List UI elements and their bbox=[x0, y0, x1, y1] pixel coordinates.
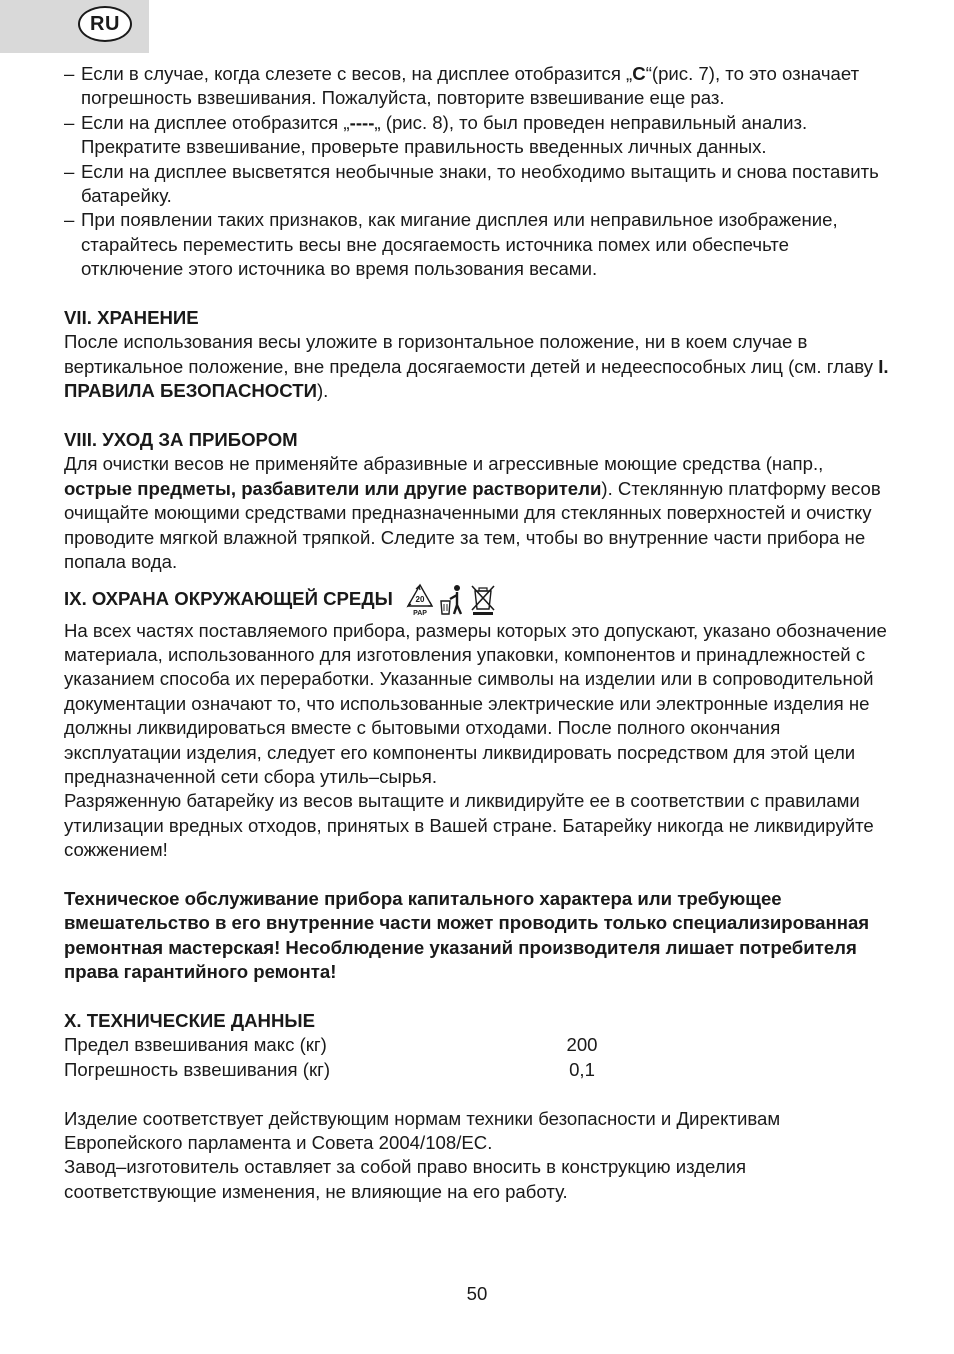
spacer bbox=[64, 985, 894, 1009]
compliance-paragraph: Изделие соответствует действующим нормам техники безопасности и Директивам Европейского парламента и Совета 2004/108/EC. bbox=[64, 1107, 781, 1153]
recycling-20-pap-icon bbox=[405, 583, 435, 617]
spec-label: Погрешность взвешивания (кг) bbox=[64, 1058, 331, 1080]
section-heading-storage: VII. ХРАНЕНИЕ bbox=[64, 307, 199, 329]
list-dash: – bbox=[64, 111, 75, 133]
list-dash: – bbox=[64, 209, 75, 231]
display-code: ---- bbox=[349, 111, 375, 133]
paragraph-text: Для очистки весов не применяйте абразивные и агрессивные моющие средства (напр., bbox=[64, 453, 824, 475]
spacer bbox=[64, 282, 894, 306]
spacer bbox=[64, 1082, 894, 1106]
list-dash: – bbox=[64, 160, 75, 182]
environment-paragraph: На всех частях поставляемого прибора, размеры которых это допускают, указано обозначение материала, использованного для изготовления упаковки, компонентов и принадлежностей с указанием способа их переработки. Указанные символы на изделии или в сопроводительной документации означают то, что использованные электрические или электронные изделия не должны ликвидироваться вместе с бытовыми отходами. После полного окончания эксплуатации изделия, следует его компоненты ликвидировать посредством для этой цели предназначенной сети сбора утиль–сырья. bbox=[64, 619, 887, 787]
spec-row bbox=[64, 1033, 894, 1057]
care-paragraph bbox=[64, 452, 894, 574]
display-code: C bbox=[632, 63, 646, 84]
list-item bbox=[64, 160, 894, 209]
paragraph-text: ). Стеклянную платформу весов очищайте моющими средствами предназначенными для стеклянных поверхностей и очистку проводите мягкой влажной тряпкой. Следите за тем, чтобы во внутренние части прибора не попала вода. bbox=[64, 477, 881, 573]
recycling-code: 20 bbox=[415, 594, 425, 604]
language-badge: RU bbox=[78, 6, 132, 42]
list-item-text: При появлении таких признаков, как мигание дисплея или неправильное изображение, старайтесь переместить весы вне досягаемость источника помех или обеспечьте отключение этого источника во время пользования весами. bbox=[81, 209, 838, 280]
spacer bbox=[64, 863, 894, 887]
spec-label: Предел взвешивания макс (кг) bbox=[64, 1034, 327, 1056]
specs-table bbox=[64, 1033, 894, 1082]
tidyman-bin-icon bbox=[438, 583, 466, 617]
list-item-text: Если на дисплее высветятся необычные знаки, то необходимо вытащить и снова поставить батарейку. bbox=[81, 160, 879, 207]
language-tab bbox=[0, 0, 149, 53]
storage-paragraph bbox=[64, 330, 894, 403]
spec-value: 200 bbox=[566, 1034, 598, 1056]
crossed-out-bin-icon bbox=[469, 583, 497, 617]
section-heading-environment: IX. ОХРАНА ОКРУЖАЮЩЕЙ СРЕДЫ bbox=[64, 588, 393, 610]
page-content bbox=[64, 62, 894, 1204]
environment-icons bbox=[405, 583, 497, 617]
list-dash: – bbox=[64, 63, 75, 84]
section-heading-care: VIII. УХОД ЗА ПРИБОРОМ bbox=[64, 429, 298, 451]
chapter-reference: I. ПРАВИЛА БЕЗОПАСНОСТИ bbox=[64, 355, 889, 402]
list-item bbox=[64, 111, 894, 160]
list-item-text: “(рис. 7), то это означает погрешность взвешивания. Пожалуйста, повторите взвешивание еще раз. bbox=[81, 63, 860, 109]
battery-paragraph: Разряженную батарейку из весов вытащите и ликвидируйте ее в соответствии с правилами утилизации вредных отходов, принятых в Вашей стране. Батарейку никогда не ликвидируйте сожжением! bbox=[64, 790, 874, 861]
spec-value: 0,1 bbox=[569, 1058, 595, 1080]
list-item bbox=[64, 62, 894, 111]
environment-heading-row bbox=[64, 581, 894, 619]
recycling-material: PAP bbox=[412, 609, 427, 617]
service-warning: Техническое обслуживание прибора капитального характера или требующее вмешательство в его внутренние части может проводить только специализированная ремонтная мастерская! Несоблюдение указаний производителя лишает потребителя права гарантийного ремонта! bbox=[64, 887, 870, 983]
page-number: 50 bbox=[466, 1283, 488, 1304]
paragraph-text: После использования весы уложите в горизонтальное положение, ни в коем случае в вертикальное положение, вне предела досягаемости детей и недееспособных лиц (см. главу bbox=[64, 331, 879, 377]
paragraph-text: ). bbox=[316, 380, 329, 402]
spacer bbox=[64, 404, 894, 428]
section-heading-specs: X. ТЕХНИЧЕСКИЕ ДАННЫЕ bbox=[64, 1009, 315, 1031]
list-item-text: Если в случае, когда слезете с весов, на дисплее отобразится „ bbox=[81, 63, 633, 84]
emphasis-text: острые предметы, разбавители или другие растворители bbox=[64, 477, 602, 499]
troubleshooting-list bbox=[64, 62, 894, 282]
list-item-text: „ (рис. 8), то был проведен неправильный анализ. Прекратите взвешивание, проверьте правильность введенных личных данных. bbox=[81, 111, 808, 158]
spec-row bbox=[64, 1058, 894, 1082]
list-item bbox=[64, 208, 894, 281]
manufacturer-note: Завод–изготовитель оставляет за собой право вносить в конструкцию изделия соответствующие изменения, не влияющие на его работу. bbox=[64, 1156, 747, 1202]
list-item-text: Если на дисплее отобразится „ bbox=[81, 111, 350, 133]
